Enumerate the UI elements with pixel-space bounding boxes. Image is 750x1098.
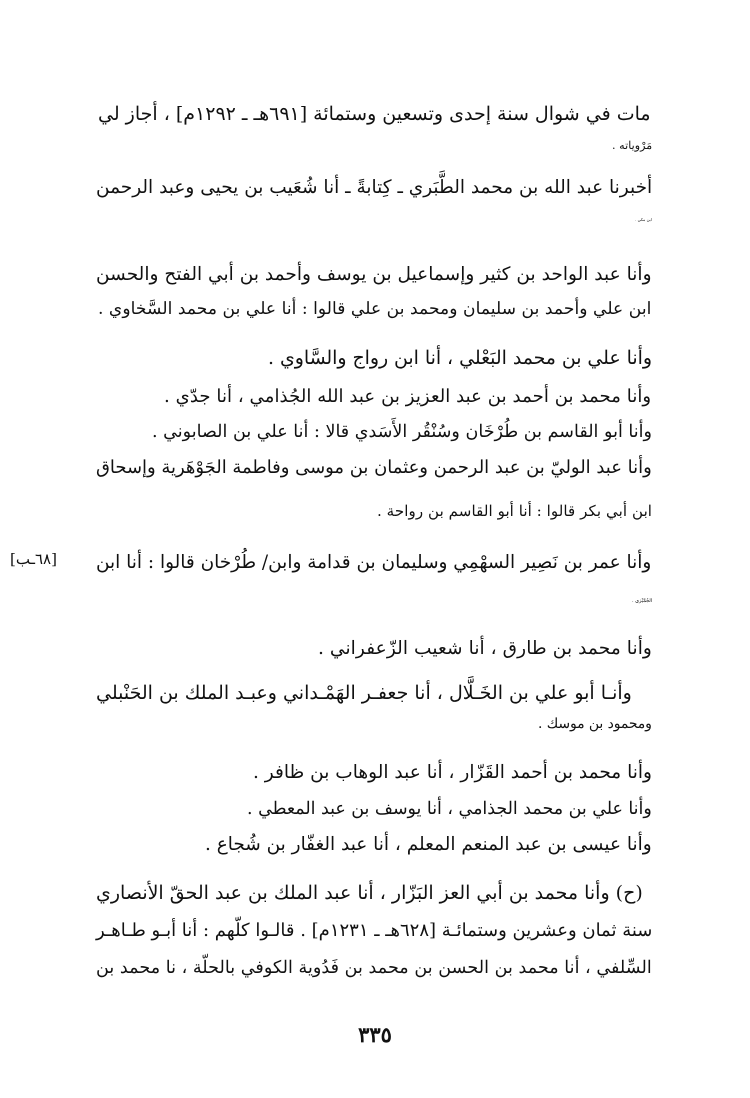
text-line-6: ابن علي وأحمد بن سليمان ومحمد بن علي قالوا : أنا علي بن محمد السَّخاوي . [98, 299, 652, 319]
text-line-9: وأنا أبو القاسم بن طُرْخَان وسُنْقُر الأَسَدي قالا : أنا علي بن الصابوني . [152, 422, 652, 442]
text-line-12: وأنا عمر بن نَصِير السهْمِي وسليمان بن قدامة وابن/ طُرْخان قالوا : أنا ابن [96, 552, 652, 573]
text-line-8: وأنا محمد بن أحمد بن عبد العزيز بن عبد الله الجُذامي ، أنا جدّي . [164, 386, 652, 407]
text-line-3: أخبرنا عبد الله بن محمد الطَّبَري ـ كِتابةً ـ أنا شُعَيب بن يحيى وعبد الرحمن [96, 177, 653, 198]
text-line-15: وأنـا أبو علي بن الخَـلَّال ، أنا جعفـر الهَمْـداني وعبـد الملك بن الحَنْبلي [96, 682, 632, 704]
text-line-10: وأنا عبد الوليّ بن عبد الرحمن وعثمان بن موسى وفاطمة الجَوْهَرية وإسحاق [96, 457, 652, 478]
page-number: ٣٣٥ [358, 1022, 392, 1047]
text-line-14: وأنا محمد بن طارق ، أنا شعيب الزّعفراني . [318, 638, 652, 659]
text-line-16: ومحمود بن موسك . [538, 716, 652, 732]
text-line-4: ابن مكي . [635, 217, 652, 222]
text-line-1: مات في شوال سنة إحدى وتسعين وستمائة [٦٩١هـ ـ ١٢٩٢م] ، أجاز لي [98, 103, 651, 125]
text-line-7: وأنا علي بن محمد البَعْلي ، أنا ابن رواج والسَّاوي . [268, 348, 652, 369]
text-line-19: وأنا عيسى بن عبد المنعم المعلم ، أنا عبد الغفّار بن شُجاع . [205, 834, 652, 855]
folio-marker: [٦٨ـب] [10, 550, 57, 568]
text-line-22: السِّلفي ، أنا محمد بن الحسن بن محمد بن فَدُوية الكوفي بالحلّة ، نا محمد بن [96, 958, 652, 978]
text-line-18: وأنا علي بن محمد الجذامي ، أنا يوسف بن عبد المعطي . [247, 799, 652, 819]
text-line-11: ابن أبي بكر قالوا : أنا أبو القاسم بن رواحة . [377, 502, 653, 520]
text-line-20: (ح) وأنا محمد بن أبي العز البَزّار ، أنا عبد الملك بن عبد الحقّ الأنصاري [96, 882, 643, 904]
text-line-17: وأنا محمد بن أحمد القَزّار ، أنا عبد الوهاب بن ظافر . [253, 762, 653, 783]
text-line-2: مَرْوياته . [612, 139, 653, 152]
text-line-13: الجُمَّيْزي . [632, 598, 653, 604]
text-line-21: سنة ثمان وعشرين وستمائـة [٦٢٨هـ ـ ١٢٣١م] . قالـوا كلّهم : أنا أبـو طـاهـر [96, 920, 653, 941]
text-line-5: وأنا عبد الواحد بن كثير وإسماعيل بن يوسف وأحمد بن أبي الفتح والحسن [96, 264, 652, 285]
